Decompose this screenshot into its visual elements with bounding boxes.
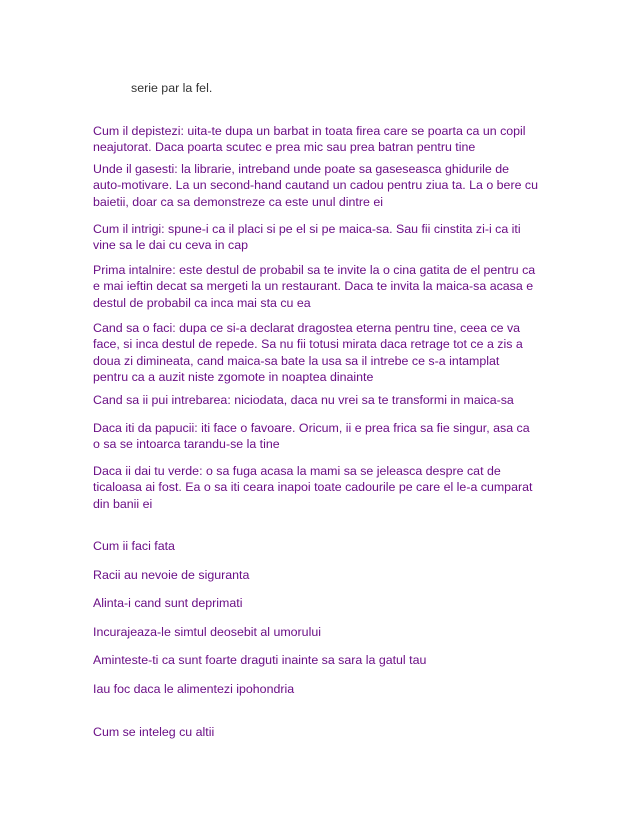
paragraph-line: Prima intalnire: este destul de probabil sa te invite la o cina gatita de el pentru ca xyxy=(93,263,536,277)
paragraph-line: Cum il intrigi: spune-i ca il placi si pe el si pe maica-sa. Sau fii cinstita zi-i ca iti xyxy=(93,222,521,236)
tip-item: Aminteste-ti ca sunt foarte draguti inainte sa sara la gatul tau xyxy=(93,653,427,667)
paragraph-depistare xyxy=(93,123,553,156)
paragraph-line: Unde il gasesti: la librarie, intreband unde poate sa gaseseasca ghidurile de xyxy=(93,162,510,176)
paragraph-line: baietii, doar ca sa demonstreze ca este unul dintre ei xyxy=(93,194,383,209)
paragraph-verde xyxy=(93,463,553,512)
paragraph-cand-sa-o-faci xyxy=(93,320,553,386)
paragraph-line: Daca iti da papucii: iti face o favoare. Oricum, ii e prea frica sa fie singur, asa ca xyxy=(93,421,530,435)
paragraph-line: auto-motivare. La un second-hand cautand un cadou pentru ziua ta. La o bere cu xyxy=(93,178,538,193)
paragraph-intrebarea xyxy=(93,392,553,408)
paragraph-line: e mai ieftin decat sa mergeti la un restaurant. Daca te invita la maica-sa acasa e xyxy=(93,279,534,294)
paragraph-papucii xyxy=(93,420,553,453)
paragraph-prima-intalnire xyxy=(93,262,553,311)
paragraph-line: din banii ei xyxy=(93,496,153,511)
paragraph-line: neajutorat. Daca poarta scutec e prea mic sau prea batran pentru tine xyxy=(93,140,476,155)
tip-item: Alinta-i cand sunt deprimati xyxy=(93,596,243,610)
paragraph-line: o sa se intoarca tarandu-se la tine xyxy=(93,437,280,452)
paragraph-line: destul de probabil ca inca mai sta cu ea xyxy=(93,295,311,310)
paragraph-cum-il-intrigi xyxy=(93,221,553,254)
paragraph-line: Cand sa ii pui intrebarea: niciodata, daca nu vrei sa te transformi in maica-sa xyxy=(93,393,514,407)
paragraph-line: face, si inca destul de repede. Sa nu fii totusi mirata daca retrage tot ce a zis a xyxy=(93,337,523,352)
final-heading: Cum se inteleg cu altii xyxy=(93,725,215,739)
tip-item: Racii au nevoie de siguranta xyxy=(93,568,250,582)
intro-line: serie par la fel. xyxy=(131,81,213,95)
tip-item: Incurajeaza-le simtul deosebit al umorului xyxy=(93,625,321,639)
paragraph-line: doua zi dimineata, cand maica-sa bate la usa sa il intrebe ce s-a intamplat xyxy=(93,353,500,368)
paragraph-unde-il-gasesti xyxy=(93,161,553,210)
paragraph-line: Cand sa o faci: dupa ce si-a declarat dragostea eterna pentru tine, ceea ce va xyxy=(93,321,521,335)
paragraph-line: Daca ii dai tu verde: o sa fuga acasa la mami sa se jeleasca despre cat de xyxy=(93,464,501,478)
paragraph-line: vine sa le dai cu ceva in cap xyxy=(93,238,248,253)
paragraph-line: ticaloasa ai fost. Ea o sa iti ceara inapoi toate cadourile pe care el le-a cumparat xyxy=(93,480,533,495)
paragraph-line: pentru ca a auzit niste zgomote in noaptea dinainte xyxy=(93,370,374,385)
tip-item: Iau foc daca le alimentezi ipohondria xyxy=(93,682,295,696)
paragraph-line: Cum il depistezi: uita-te dupa un barbat in toata firea care se poarta ca un copil xyxy=(93,124,526,138)
section-heading: Cum ii faci fata xyxy=(93,539,175,553)
